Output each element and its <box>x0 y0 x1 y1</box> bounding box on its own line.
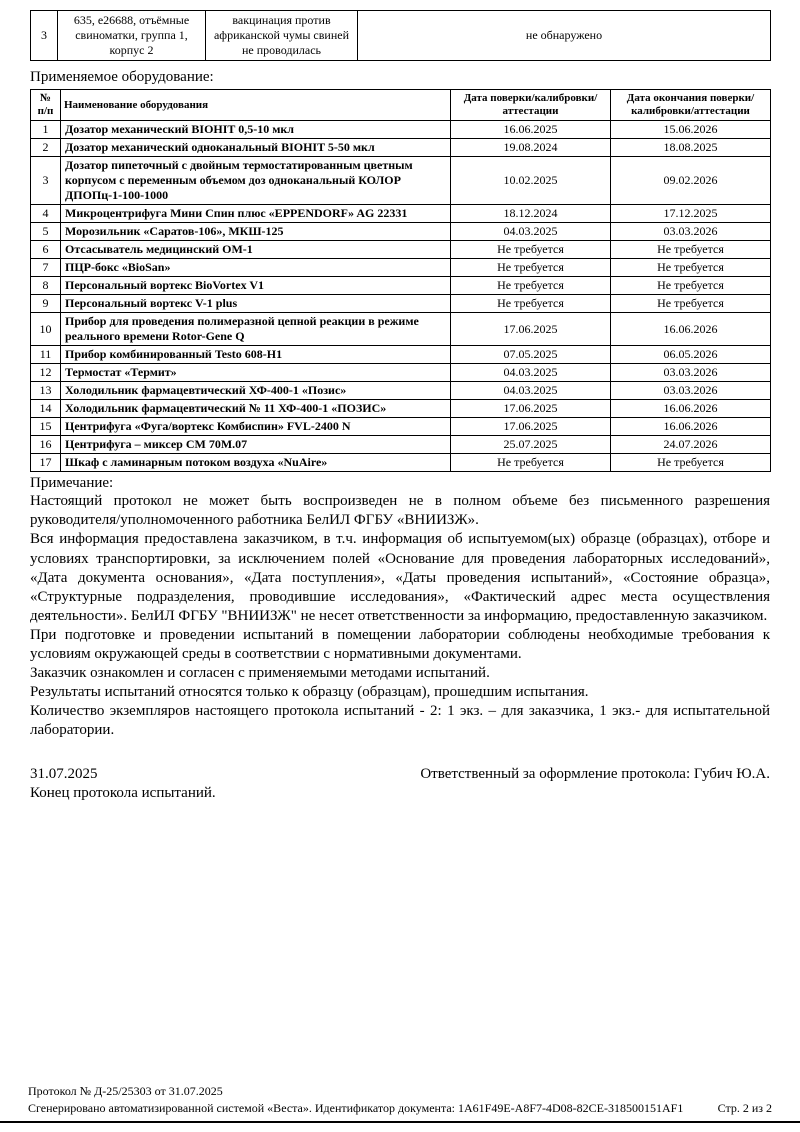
note-paragraph: Настоящий протокол не может быть воспроизведен не в полном объеме без письменного разрешения руководителя/уполномоченного работника БелИЛ ФГБУ «ВНИИЗЖ». <box>30 493 770 529</box>
footer-generated-info: Сгенерировано автоматизированной системой «Веста». Идентификатор документа: 1A61F49E-A8F7-4D08-82CE-318500151AF1 <box>28 1101 684 1115</box>
equipment-row-number: 10 <box>31 313 61 346</box>
equipment-header-row <box>31 90 771 121</box>
notes-block <box>30 492 770 740</box>
sample-description: 635, e26688, отъёмные свиноматки, группа 1, корпус 2 <box>58 11 206 61</box>
equipment-row <box>31 313 771 346</box>
calibration-date: Не требуется <box>451 454 611 472</box>
calibration-end-date: 06.05.2026 <box>611 346 771 364</box>
equipment-table <box>30 89 771 472</box>
equipment-row-number: 7 <box>31 259 61 277</box>
equipment-name: Микроцентрифуга Мини Спин плюс «EPPENDORF» AG 22331 <box>61 205 451 223</box>
results-table-row <box>31 11 771 61</box>
calibration-end-date: 18.08.2025 <box>611 139 771 157</box>
equipment-row <box>31 454 771 472</box>
equipment-name: Холодильник фармацевтический ХФ-400-1 «Позис» <box>61 382 451 400</box>
equipment-name: Центрифуга – миксер СМ 70М.07 <box>61 436 451 454</box>
equipment-row-number: 3 <box>31 157 61 205</box>
responsible-person: Ответственный за оформление протокола: Губич Ю.А. <box>420 765 770 782</box>
test-result: не обнаружено <box>358 11 771 61</box>
equipment-row <box>31 121 771 139</box>
calibration-date: 25.07.2025 <box>451 436 611 454</box>
equipment-row-number: 6 <box>31 241 61 259</box>
equipment-row-number: 11 <box>31 346 61 364</box>
calibration-end-date: 16.06.2026 <box>611 418 771 436</box>
vaccination-info: вакцинация против африканской чумы свиней не проводилась <box>206 11 358 61</box>
equipment-row <box>31 295 771 313</box>
equipment-row-number: 12 <box>31 364 61 382</box>
calibration-date: 17.06.2025 <box>451 313 611 346</box>
equipment-name: Дозатор пипеточный с двойным термостатированным цветным корпусом с переменным объемом доз одноканальный КОЛОР ДПОПц-1-100-1000 <box>61 157 451 205</box>
equipment-name: Шкаф с ламинарным потоком воздуха «NuAire» <box>61 454 451 472</box>
results-table <box>30 10 771 61</box>
equipment-row <box>31 157 771 205</box>
calibration-date: 19.08.2024 <box>451 139 611 157</box>
calibration-end-date: Не требуется <box>611 295 771 313</box>
notes-title: Примечание: <box>30 475 114 492</box>
calibration-end-date: 16.06.2026 <box>611 400 771 418</box>
equipment-name: Морозильник «Саратов-106», МКШ-125 <box>61 223 451 241</box>
equipment-row-number: 9 <box>31 295 61 313</box>
equipment-row-number: 1 <box>31 121 61 139</box>
calibration-date: 10.02.2025 <box>451 157 611 205</box>
result-row-number: 3 <box>31 11 58 61</box>
equipment-name: Персональный вортекс BioVortex V1 <box>61 277 451 295</box>
calibration-end-date: 03.03.2026 <box>611 364 771 382</box>
equipment-row-number: 4 <box>31 205 61 223</box>
note-paragraph: Количество экземпляров настоящего протокола испытаний - 2: 1 экз. – для заказчика, 1 экз.- для испытательной лаборатории. <box>30 702 770 738</box>
calibration-date: 04.03.2025 <box>451 364 611 382</box>
calibration-date: Не требуется <box>451 295 611 313</box>
equipment-row <box>31 418 771 436</box>
footer-page-number: Стр. 2 из 2 <box>717 1101 772 1115</box>
calibration-date: 17.06.2025 <box>451 400 611 418</box>
equipment-row-number: 15 <box>31 418 61 436</box>
equipment-row-number: 5 <box>31 223 61 241</box>
calibration-end-date: 15.06.2026 <box>611 121 771 139</box>
calibration-end-date: 09.02.2026 <box>611 157 771 205</box>
footer-divider <box>0 1121 800 1123</box>
equipment-name: Дозатор механический BIOHIT 0,5-10 мкл <box>61 121 451 139</box>
end-of-protocol: Конец протокола испытаний. <box>30 784 216 801</box>
equipment-header-name: Наименование оборудования <box>61 90 451 121</box>
calibration-date: 17.06.2025 <box>451 418 611 436</box>
calibration-date: 07.05.2025 <box>451 346 611 364</box>
equipment-row-number: 2 <box>31 139 61 157</box>
equipment-row <box>31 436 771 454</box>
protocol-date: 31.07.2025 <box>30 765 98 782</box>
equipment-row <box>31 259 771 277</box>
calibration-date: Не требуется <box>451 259 611 277</box>
calibration-end-date: Не требуется <box>611 259 771 277</box>
equipment-name: Центрифуга «Фуга/вортекс Комбиспин» FVL-2400 N <box>61 418 451 436</box>
equipment-name: Прибор для проведения полимеразной цепной реакции в режиме реального времени Rotor-Gene Q <box>61 313 451 346</box>
equipment-name: Дозатор механический одноканальный BIOHIT 5-50 мкл <box>61 139 451 157</box>
equipment-name: Холодильник фармацевтический № 11 ХФ-400-1 «ПОЗИС» <box>61 400 451 418</box>
calibration-date: Не требуется <box>451 277 611 295</box>
equipment-row <box>31 139 771 157</box>
calibration-date: 04.03.2025 <box>451 382 611 400</box>
equipment-row <box>31 205 771 223</box>
calibration-end-date: Не требуется <box>611 241 771 259</box>
calibration-end-date: 16.06.2026 <box>611 313 771 346</box>
calibration-end-date: Не требуется <box>611 454 771 472</box>
calibration-date: Не требуется <box>451 241 611 259</box>
equipment-row-number: 17 <box>31 454 61 472</box>
equipment-row-number: 16 <box>31 436 61 454</box>
signature-row <box>30 766 770 783</box>
equipment-row-number: 14 <box>31 400 61 418</box>
equipment-name: Прибор комбинированный Testo 608-H1 <box>61 346 451 364</box>
calibration-end-date: 17.12.2025 <box>611 205 771 223</box>
equipment-row <box>31 382 771 400</box>
calibration-date: 18.12.2024 <box>451 205 611 223</box>
equipment-header-cal-date: Дата поверки/калибровки/аттестации <box>451 90 611 121</box>
calibration-date: 16.06.2025 <box>451 121 611 139</box>
equipment-name: Персональный вортекс V-1 plus <box>61 295 451 313</box>
equipment-row-number: 13 <box>31 382 61 400</box>
note-paragraph: Результаты испытаний относятся только к образцу (образцам), прошедшим испытания. <box>30 683 589 700</box>
note-paragraph: Вся информация предоставлена заказчиком, в т.ч. информация об испытуемом(ых) образце (образцах), отборе и условиях транспортировки, за исключением полей «Основание для проведения лабораторных исследований», «Дата документа основания», «Дата поступления», «Даты проведения испытаний», «Состояние образца», «Структурные подразделения, проводившие исследования», «Фактический адрес места осуществления деятельности». БелИЛ ФГБУ "ВНИИЗЖ" не несет ответственности за информацию, предоставленную заказчиком. <box>30 531 770 624</box>
equipment-name: Термостат «Термит» <box>61 364 451 382</box>
equipment-row <box>31 277 771 295</box>
equipment-row-number: 8 <box>31 277 61 295</box>
page-footer <box>28 1084 772 1116</box>
equipment-header-cal-end-date: Дата окончания поверки/калибровки/аттестации <box>611 90 771 121</box>
equipment-row <box>31 364 771 382</box>
equipment-row <box>31 400 771 418</box>
calibration-date: 04.03.2025 <box>451 223 611 241</box>
footer-protocol-number: Протокол № Д-25/25303 от 31.07.2025 <box>28 1084 223 1098</box>
calibration-end-date: Не требуется <box>611 277 771 295</box>
calibration-end-date: 03.03.2026 <box>611 223 771 241</box>
calibration-end-date: 24.07.2026 <box>611 436 771 454</box>
equipment-header-number: № п/п <box>31 90 61 121</box>
note-paragraph: Заказчик ознакомлен и согласен с применяемыми методами испытаний. <box>30 664 490 681</box>
calibration-end-date: 03.03.2026 <box>611 382 771 400</box>
equipment-row <box>31 346 771 364</box>
equipment-row <box>31 223 771 241</box>
equipment-row <box>31 241 771 259</box>
equipment-section-title: Применяемое оборудование: <box>30 69 214 85</box>
note-paragraph: При подготовке и проведении испытаний в помещении лаборатории соблюдены необходимые требования к условиям окружающей среды в соответствии с нормативными документами. <box>30 626 770 662</box>
equipment-name: Отсасыватель медицинский ОМ-1 <box>61 241 451 259</box>
equipment-name: ПЦР-бокс «BioSan» <box>61 259 451 277</box>
